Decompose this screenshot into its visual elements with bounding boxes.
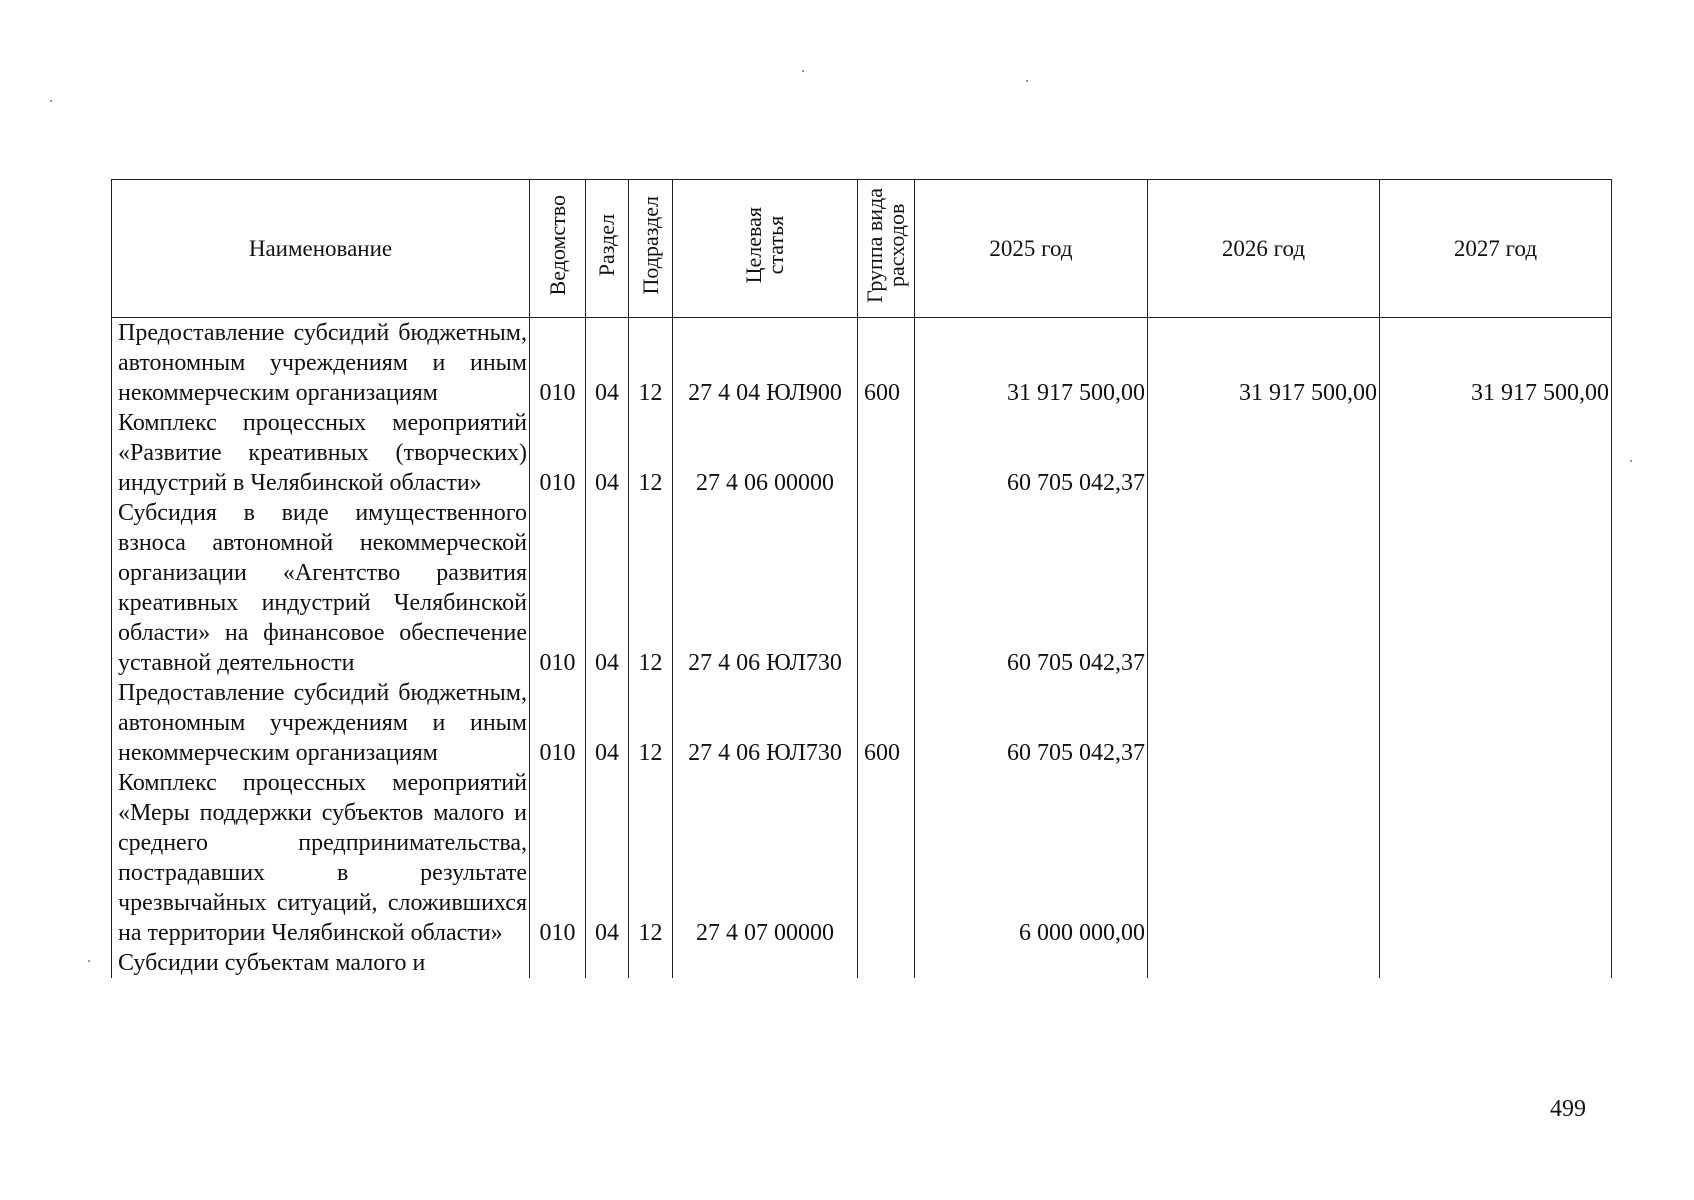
row-celevaya-statya: 27 4 06 ЮЛ730 bbox=[673, 498, 858, 678]
row-amount-2025: 60 705 042,37 bbox=[915, 678, 1148, 768]
row-amount-2026 bbox=[1148, 678, 1380, 768]
header-2025: 2025 год bbox=[915, 180, 1148, 318]
row-razdel bbox=[586, 948, 629, 978]
table-body bbox=[112, 318, 1612, 979]
row-razdel: 04 bbox=[586, 498, 629, 678]
row-celevaya-statya: 27 4 06 ЮЛ730 bbox=[673, 678, 858, 768]
header-name: Наименование bbox=[112, 180, 530, 318]
row-podrazdel: 12 bbox=[629, 318, 673, 409]
row-name: Предоставление субсидий бюджетным, автономным учреждениям и иным некоммерческим организациям bbox=[112, 678, 530, 768]
row-amount-2026 bbox=[1148, 408, 1380, 498]
row-amount-2026 bbox=[1148, 498, 1380, 678]
header-gruppa-vida-rashodov: Группа вида расходов bbox=[858, 180, 915, 318]
row-amount-2025: 6 000 000,00 bbox=[915, 768, 1148, 948]
row-celevaya-statya: 27 4 06 00000 bbox=[673, 408, 858, 498]
scan-speck bbox=[88, 960, 90, 962]
row-gruppa bbox=[858, 768, 915, 948]
scan-speck bbox=[1026, 80, 1028, 82]
table-row bbox=[112, 498, 1612, 678]
scan-speck bbox=[802, 70, 804, 72]
row-name: Комплекс процессных мероприятий «Развитие креативных (творческих) индустрий в Челябинской области» bbox=[112, 408, 530, 498]
row-razdel: 04 bbox=[586, 318, 629, 409]
row-podrazdel: 12 bbox=[629, 498, 673, 678]
table-row bbox=[112, 768, 1612, 948]
row-podrazdel bbox=[629, 948, 673, 978]
row-amount-2027 bbox=[1380, 768, 1612, 948]
row-amount-2027: 31 917 500,00 bbox=[1380, 318, 1612, 409]
row-gruppa bbox=[858, 498, 915, 678]
table-row bbox=[112, 948, 1612, 978]
row-podrazdel: 12 bbox=[629, 678, 673, 768]
row-amount-2027 bbox=[1380, 498, 1612, 678]
row-podrazdel: 12 bbox=[629, 768, 673, 948]
header-celevaya-statya: Целевая статья bbox=[673, 180, 858, 318]
table-header bbox=[112, 180, 1612, 318]
row-amount-2025 bbox=[915, 948, 1148, 978]
row-amount-2027 bbox=[1380, 948, 1612, 978]
row-gruppa bbox=[858, 948, 915, 978]
row-celevaya-statya: 27 4 04 ЮЛ900 bbox=[673, 318, 858, 409]
row-amount-2026: 31 917 500,00 bbox=[1148, 318, 1380, 409]
row-razdel: 04 bbox=[586, 678, 629, 768]
row-razdel: 04 bbox=[586, 768, 629, 948]
page-number: 499 bbox=[1550, 1096, 1586, 1122]
row-celevaya-statya bbox=[673, 948, 858, 978]
row-amount-2027 bbox=[1380, 408, 1612, 498]
row-amount-2027 bbox=[1380, 678, 1612, 768]
row-amount-2025: 31 917 500,00 bbox=[915, 318, 1148, 409]
row-amount-2025: 60 705 042,37 bbox=[915, 408, 1148, 498]
scan-speck bbox=[1630, 460, 1632, 462]
row-vedomstvo: 010 bbox=[530, 678, 586, 768]
row-name: Субсидия в виде имущественного взноса автономной некоммерческой организации «Агентство развития креативных индустрий Челябинской области» на финансовое обеспечение уставной деятельности bbox=[112, 498, 530, 678]
row-amount-2026 bbox=[1148, 768, 1380, 948]
scan-speck bbox=[50, 100, 52, 102]
row-vedomstvo: 010 bbox=[530, 408, 586, 498]
budget-table bbox=[111, 179, 1612, 978]
header-2027: 2027 год bbox=[1380, 180, 1612, 318]
header-razdel: Раздел bbox=[586, 180, 629, 318]
header-podrazdel: Подраздел bbox=[629, 180, 673, 318]
row-name: Комплекс процессных мероприятий «Меры поддержки субъектов малого и среднего предпринимательства, пострадавших в результате чрезвычайных ситуаций, сложившихся на территории Челябинской области» bbox=[112, 768, 530, 948]
row-celevaya-statya: 27 4 07 00000 bbox=[673, 768, 858, 948]
row-vedomstvo: 010 bbox=[530, 318, 586, 409]
header-2026: 2026 год bbox=[1148, 180, 1380, 318]
table-row bbox=[112, 318, 1612, 409]
row-gruppa bbox=[858, 408, 915, 498]
table-row bbox=[112, 678, 1612, 768]
row-amount-2025: 60 705 042,37 bbox=[915, 498, 1148, 678]
row-gruppa: 600 bbox=[858, 318, 915, 409]
row-name: Предоставление субсидий бюджетным, автономным учреждениям и иным некоммерческим организациям bbox=[112, 318, 530, 409]
row-razdel: 04 bbox=[586, 408, 629, 498]
row-gruppa: 600 bbox=[858, 678, 915, 768]
row-vedomstvo: 010 bbox=[530, 498, 586, 678]
table-row bbox=[112, 408, 1612, 498]
header-vedomstvo: Ведомство bbox=[530, 180, 586, 318]
row-podrazdel: 12 bbox=[629, 408, 673, 498]
row-name: Субсидии субъектам малого и bbox=[112, 948, 530, 978]
row-amount-2026 bbox=[1148, 948, 1380, 978]
row-vedomstvo: 010 bbox=[530, 768, 586, 948]
row-vedomstvo bbox=[530, 948, 586, 978]
